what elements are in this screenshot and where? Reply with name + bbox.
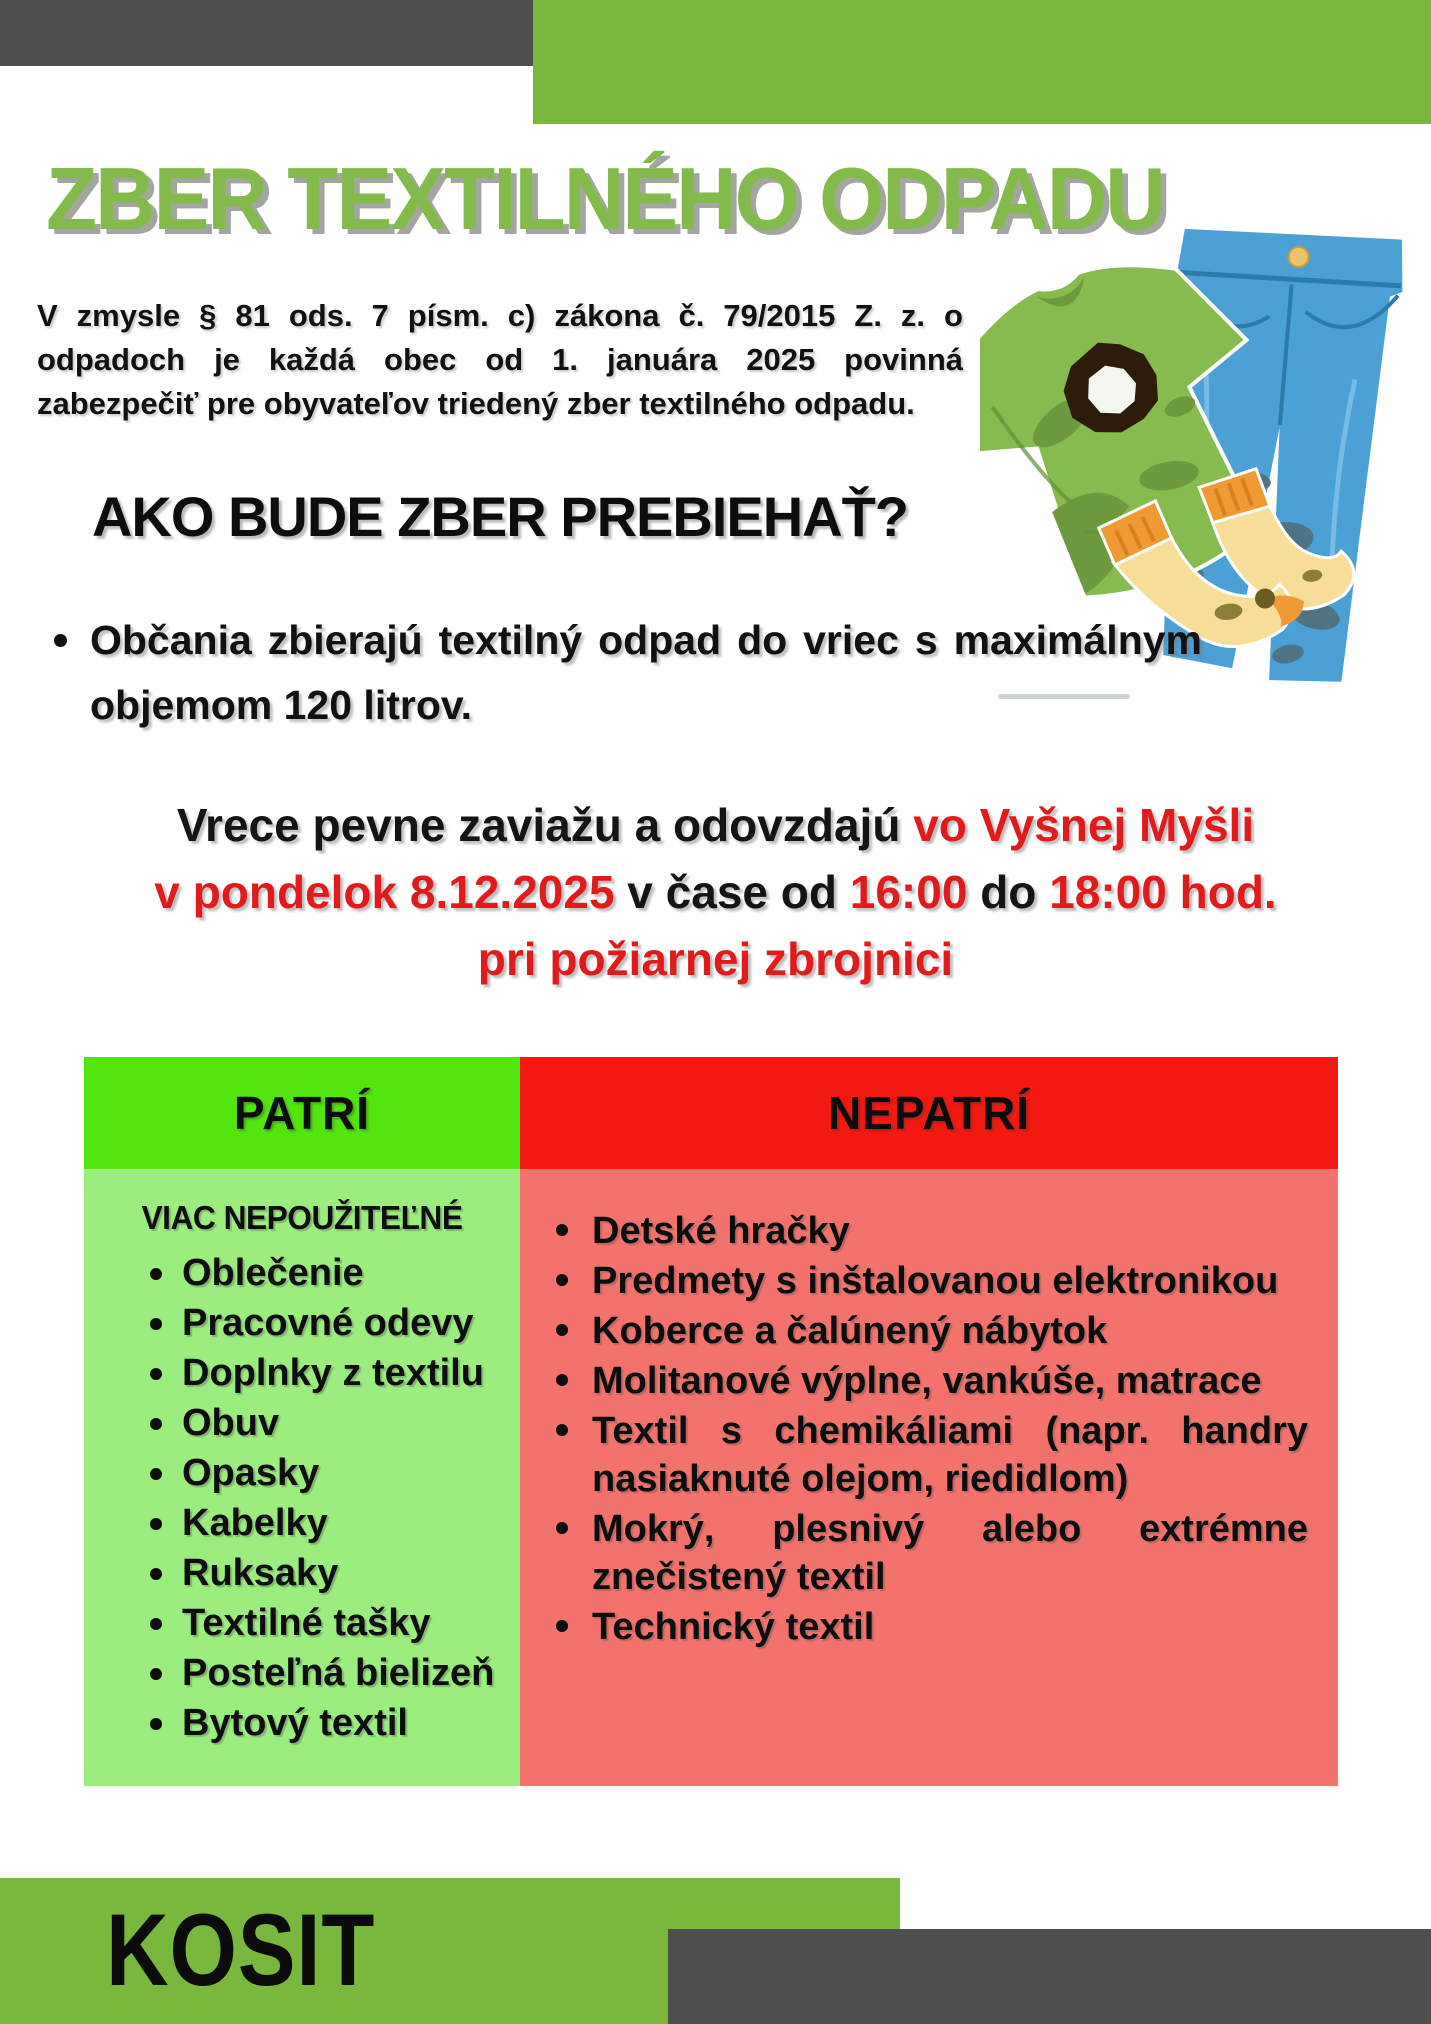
list-item: Technický textil	[592, 1603, 1308, 1651]
announcement-segment: v pondelok 8.12.2025	[154, 866, 615, 918]
belongs-list	[84, 1251, 520, 1745]
kosit-logo: KOSIT	[106, 1893, 376, 2007]
list-item: Kabelky	[182, 1501, 514, 1545]
intro-paragraph	[37, 294, 963, 426]
announcement-segment: vo Vyšnej Myšli	[913, 799, 1255, 851]
intro-line-2: odpadoch je každá obec od 1. januára 2025 povinná	[37, 342, 963, 377]
list-item: Predmety s inštalovanou elektronikou	[592, 1257, 1308, 1305]
list-item: Doplnky z textilu	[182, 1351, 514, 1395]
decor-gray-block-bottom	[668, 1929, 1431, 2024]
announcement-segment: pri požiarnej zbrojnici	[477, 933, 954, 985]
list-item: Detské hračky	[592, 1207, 1308, 1255]
list-item: Molitanové výplne, vankúše, matrace	[592, 1357, 1308, 1405]
decor-gray-block-top	[0, 0, 533, 66]
announcement-segment: 16:00	[849, 866, 968, 918]
list-item: Oblečenie	[182, 1251, 514, 1295]
announcement-block	[8, 792, 1423, 993]
list-item: Koberce a čalúnený nábytok	[592, 1307, 1308, 1355]
decor-green-block-top	[533, 0, 1431, 124]
list-item: Ruksaky	[182, 1551, 514, 1595]
page-title: ZBER TEXTILNÉHO ODPADU	[46, 149, 1164, 248]
announcement-segment: 18:00 hod.	[1049, 866, 1277, 918]
intro-line-3: zabezpečiť pre obyvateľov triedený zber textilného odpadu.	[37, 386, 915, 421]
not-belongs-header: NEPATRÍ	[520, 1057, 1338, 1169]
announcement-segment: do	[967, 866, 1050, 918]
not-belongs-body	[520, 1169, 1338, 1786]
belongs-header: PATRÍ	[84, 1057, 520, 1169]
collection-bullet	[44, 608, 1202, 738]
not-belongs-list	[520, 1207, 1338, 1651]
announcement-segment: Vrece pevne zaviažu a odovzdajú	[176, 799, 914, 851]
collection-bullet-text: Občania zbierajú textilný odpad do vriec s maximálnym objemom 120 litrov.	[90, 617, 1202, 728]
list-item: Bytový textil	[182, 1701, 514, 1745]
announcement-line	[8, 792, 1423, 859]
bullet-dot	[54, 634, 67, 647]
list-item: Pracovné odevy	[182, 1301, 514, 1345]
list-item: Textil s chemikáliami (napr. handry nasiaknuté olejom, riedidlom)	[592, 1407, 1308, 1503]
jeans-button	[1288, 246, 1310, 268]
list-item: Mokrý, plesnivý alebo extrémne znečistený textil	[592, 1505, 1308, 1601]
announcement-segment: v čase od	[614, 866, 850, 918]
list-item: Textilné tašky	[182, 1601, 514, 1645]
belongs-column	[84, 1057, 520, 1786]
announcement-line	[8, 926, 1423, 993]
section-heading: AKO BUDE ZBER PREBIEHAŤ?	[91, 485, 909, 548]
list-item: Posteľná bielizeň	[182, 1651, 514, 1695]
sorting-table	[84, 1057, 1338, 1786]
belongs-subheader: VIAC NEPOUŽITEĽNÉ	[141, 1199, 463, 1236]
list-item: Opasky	[182, 1451, 514, 1495]
intro-line-1: V zmysle § 81 ods. 7 písm. c) zákona č. 79/2015 Z. z. o	[37, 298, 963, 333]
announcement-line	[8, 859, 1423, 926]
list-item: Obuv	[182, 1401, 514, 1445]
belongs-body	[84, 1169, 520, 1786]
not-belongs-column	[520, 1057, 1338, 1786]
